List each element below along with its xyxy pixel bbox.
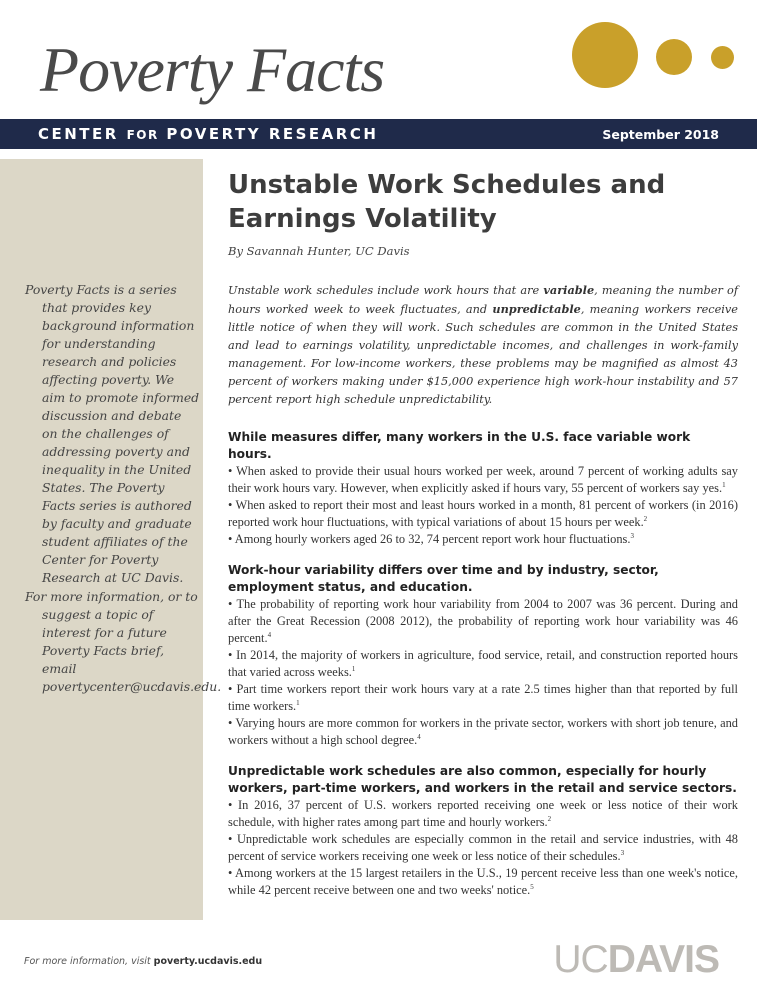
small-gold-circle: [711, 46, 734, 69]
bullet-item: • The probability of reporting work hour variability from 2004 to 2007 was 36 percent. During and after the Great Recession (2008 2012), the probability of reporting work hour variability was 46 percent.$^4$: [228, 597, 738, 645]
sidebar-text: [25, 281, 222, 696]
bullet-item: • When asked to provide their usual hours worked per week, around 7 percent of working adults say their work hours vary. However, when explicitly asked if hours vary, 55 percent of workers say yes.$^1$: [228, 464, 738, 495]
issue-date: September 2018: [602, 127, 719, 142]
bullet-item: • In 2016, 37 percent of U.S. workers reported receiving one week or less notice of their work schedule, with higher rates among part time and hourly workers.$^2$: [228, 798, 738, 829]
footer-url-link[interactable]: poverty.ucdavis.edu: [153, 956, 263, 967]
byline: By Savannah Hunter, UC Davis: [228, 244, 410, 258]
article: [228, 168, 738, 899]
bullet-item: • Among workers at the 15 largest retailers in the U.S., 19 percent receive less than one week's notice, while 42 percent receive between one and two weeks' notice.$^5$: [228, 866, 738, 897]
article-title: Unstable Work Schedules and Earnings Volatility: [228, 170, 666, 234]
series-description: Poverty Facts is a series that provides key background information for understanding research and policies affecting poverty. We aim to promote informed discussion and debate on the challenges of addressing poverty and inequality in the United States. The Poverty Facts series is authored by faculty and graduate student affiliates of the Center for Poverty Research at UC Davis.: [25, 282, 200, 585]
org-banner: [0, 119, 757, 149]
contact-info: For more information, or to suggest a topic of interest for a future Poverty Facts brief, email povertycenter@ucdavis.edu.: [25, 589, 222, 694]
section-heading: While measures differ, many workers in the U.S. face variable work hours.: [228, 430, 691, 461]
bullet-item: • In 2014, the majority of workers in agriculture, food service, retail, and construction reported hours that varied across weeks.$^1$: [228, 648, 738, 679]
section-variable-hours: [228, 429, 738, 548]
ucdavis-logo: UCDAVIS: [553, 938, 719, 981]
medium-gold-circle: [656, 39, 692, 75]
large-gold-circle: [572, 22, 638, 88]
publication-title: Poverty Facts: [40, 34, 385, 105]
org-name: CENTER FOR POVERTY RESEARCH: [38, 125, 379, 143]
section-heading: Unpredictable work schedules are also common, especially for hourly workers, part-time workers, and workers in the retail and service sectors.: [228, 764, 737, 795]
bullet-item: • Varying hours are more common for workers in the private sector, workers with short job tenure, and workers without a high school degree.$^4$: [228, 716, 738, 747]
section-heading: Work-hour variability differs over time and by industry, sector, employment status, and education.: [228, 563, 659, 594]
bullet-item: • Unpredictable work schedules are especially common in the retail and service industries, with 48 percent of service workers receiving one week or less notice of their schedules.$^3$: [228, 832, 738, 863]
bullet-item: • Among hourly workers aged 26 to 32, 74 percent report work hour fluctuations.$^3$: [228, 531, 634, 546]
section-unpredictable-schedules: [228, 763, 738, 899]
intro-paragraph: Unstable work schedules include work hours that are variable, meaning the number of hours worked week to week fluctuates, and unpredictable, meaning workers receive little notice of when they will work. Such schedules are common in the United States and lead to earnings volatility, unpredictable incomes, and challenges in work-family management. For low-income workers, these problems may be magnified as almost 43 percent of workers making under $15,000 experience high work-hour instability and 57 percent report high schedule unpredictability.: [228, 283, 738, 406]
section-variability-differences: [228, 562, 738, 749]
bullet-item: • When asked to report their most and least hours worked in a month, 81 percent of workers (in 2016) reported work hour fluctuations, with typical variations of about 15 hours per week.$^2$: [228, 498, 738, 529]
bullet-item: • Part time workers report their work hours vary at a rate 2.5 times higher than that reported by full time workers.$^1$: [228, 682, 738, 713]
footer-note: For more information, visit poverty.ucdavis.edu: [24, 956, 263, 967]
